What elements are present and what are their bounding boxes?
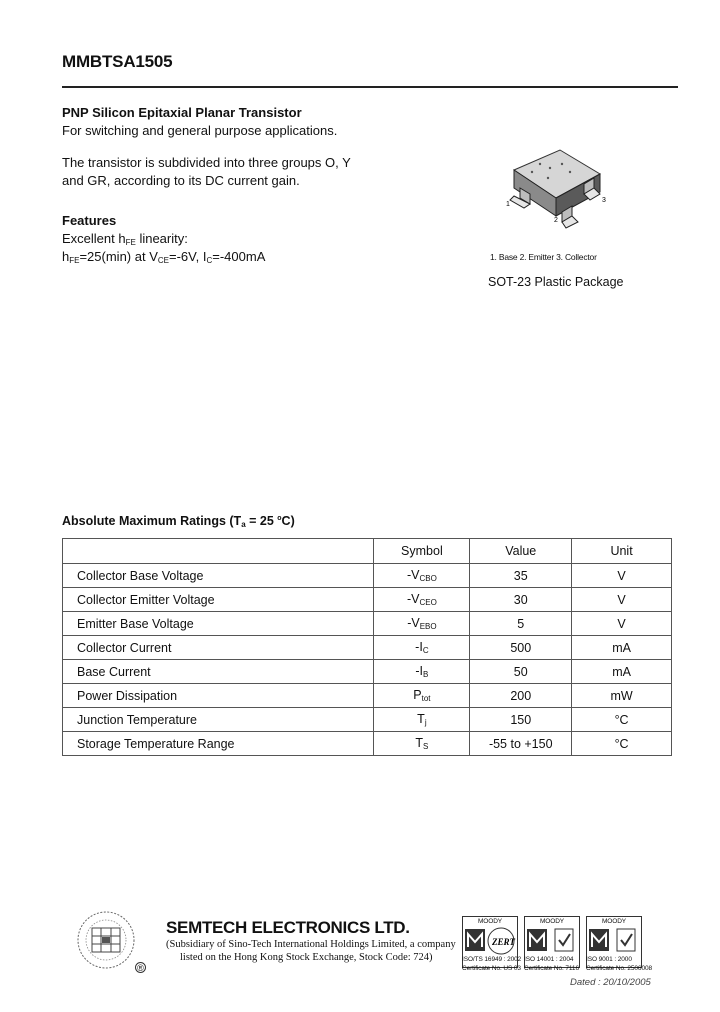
parameter-cell: Emitter Base Voltage — [63, 612, 374, 636]
symbol-cell: $-V_{CEO}$ — [374, 588, 470, 612]
table-row — [63, 684, 672, 708]
cert-number-2: Certificate No. 7116 — [524, 965, 579, 972]
parameter-cell: Collector Emitter Voltage — [63, 588, 374, 612]
table-row — [63, 636, 672, 660]
parameter-cell: Power Dissipation — [63, 684, 374, 708]
svg-text:ZERT: ZERT — [492, 937, 516, 947]
value-cell: 50 — [470, 660, 572, 684]
symbol-cell: $P_{tot}$ — [374, 684, 470, 708]
header-parameter — [63, 539, 374, 564]
value-cell: 5 — [470, 612, 572, 636]
table-row — [63, 588, 672, 612]
parameter-cell: Base Current — [63, 660, 374, 684]
symbol-cell: $-I_B$ — [374, 660, 470, 684]
value-cell: 30 — [470, 588, 572, 612]
value-cell: 500 — [470, 636, 572, 660]
feature-hfe-spec: $h_{FE}=25(\min)$ at $V_{CE}=-6V$, $I_C=-400mA$ — [62, 249, 266, 265]
sot23-package-image — [500, 142, 620, 242]
value-cell: 150 — [470, 708, 572, 732]
pin-number-1: 1 — [506, 201, 510, 208]
unit-cell: °C — [572, 708, 672, 732]
table-row — [63, 612, 672, 636]
semtech-logo — [76, 908, 136, 972]
pin-number-3: 3 — [602, 197, 606, 204]
company-name: SEMTECH ELECTRONICS LTD. — [166, 918, 410, 937]
table-row — [63, 660, 672, 684]
value-cell: -55 to +150 — [470, 732, 572, 756]
device-subtitle: PNP Silicon Epitaxial Planar Transistor — [62, 105, 302, 120]
package-name: SOT-23 Plastic Package — [488, 275, 624, 289]
table-header-row — [63, 539, 672, 564]
symbol-cell: $-I_C$ — [374, 636, 470, 660]
registered-mark: ® — [135, 962, 146, 973]
groups-text-line2: and GR, according to its DC current gain. — [62, 173, 300, 188]
unit-cell: V — [572, 588, 672, 612]
application-text: For switching and general purpose applications. — [62, 123, 338, 138]
symbol-cell: $T_j$ — [374, 708, 470, 732]
cert-number-1: Certificate No. US 03 — [462, 965, 521, 972]
cert-badge-iso9001: MOODY — [586, 916, 642, 968]
symbol-cell: $-V_{CBO}$ — [374, 564, 470, 588]
symbol-cell: $-V_{EBO}$ — [374, 612, 470, 636]
dated-text: Dated : 20/10/2005 — [570, 977, 651, 988]
unit-cell: mA — [572, 636, 672, 660]
symbol-cell: $T_S$ — [374, 732, 470, 756]
cert-badge-iso14001: MOODY — [524, 916, 580, 968]
ratings-heading: Absolute Maximum Ratings ($T_a = 25$ $^o$C) — [62, 514, 295, 529]
table-row — [63, 708, 672, 732]
parameter-cell: Junction Temperature — [63, 708, 374, 732]
company-subsidiary: (Subsidiary of Sino-Tech International Holdings Limited, a company — [166, 939, 456, 950]
cert-number-3: Certificate No. 2506008 — [586, 965, 652, 972]
title-divider — [62, 86, 678, 88]
parameter-cell: Collector Current — [63, 636, 374, 660]
table-row — [63, 564, 672, 588]
unit-cell: °C — [572, 732, 672, 756]
ratings-table — [62, 538, 672, 756]
pin-number-2: 2 — [554, 217, 558, 224]
features-heading: Features — [62, 213, 117, 228]
company-listing: listed on the Hong Kong Stock Exchange, Stock Code: 724) — [180, 952, 433, 963]
pin-labels: 1. Base 2. Emitter 3. Collector — [490, 252, 597, 262]
header-symbol: Symbol — [374, 539, 470, 564]
cert-iso-14001: ISO 14001 : 2004 — [524, 956, 574, 963]
groups-text-line1: The transistor is subdivided into three groups O, Y — [62, 155, 351, 170]
unit-cell: mW — [572, 684, 672, 708]
cert-iso-9001: ISO 9001 : 2000 — [586, 956, 632, 963]
value-cell: 35 — [470, 564, 572, 588]
feature-linearity: Excellent $h_{FE}$ linearity: — [62, 231, 188, 247]
unit-cell: V — [572, 564, 672, 588]
cert-iso-ts16949: ISO/TS 16949 : 2002 — [462, 956, 522, 963]
header-value: Value — [470, 539, 572, 564]
header-unit: Unit — [572, 539, 672, 564]
unit-cell: V — [572, 612, 672, 636]
table-row — [63, 732, 672, 756]
part-number-title: MMBTSA1505 — [62, 52, 173, 71]
parameter-cell: Collector Base Voltage — [63, 564, 374, 588]
parameter-cell: Storage Temperature Range — [63, 732, 374, 756]
cert-badge-ts16949: MOODY ZERT — [462, 916, 518, 968]
value-cell: 200 — [470, 684, 572, 708]
unit-cell: mA — [572, 660, 672, 684]
